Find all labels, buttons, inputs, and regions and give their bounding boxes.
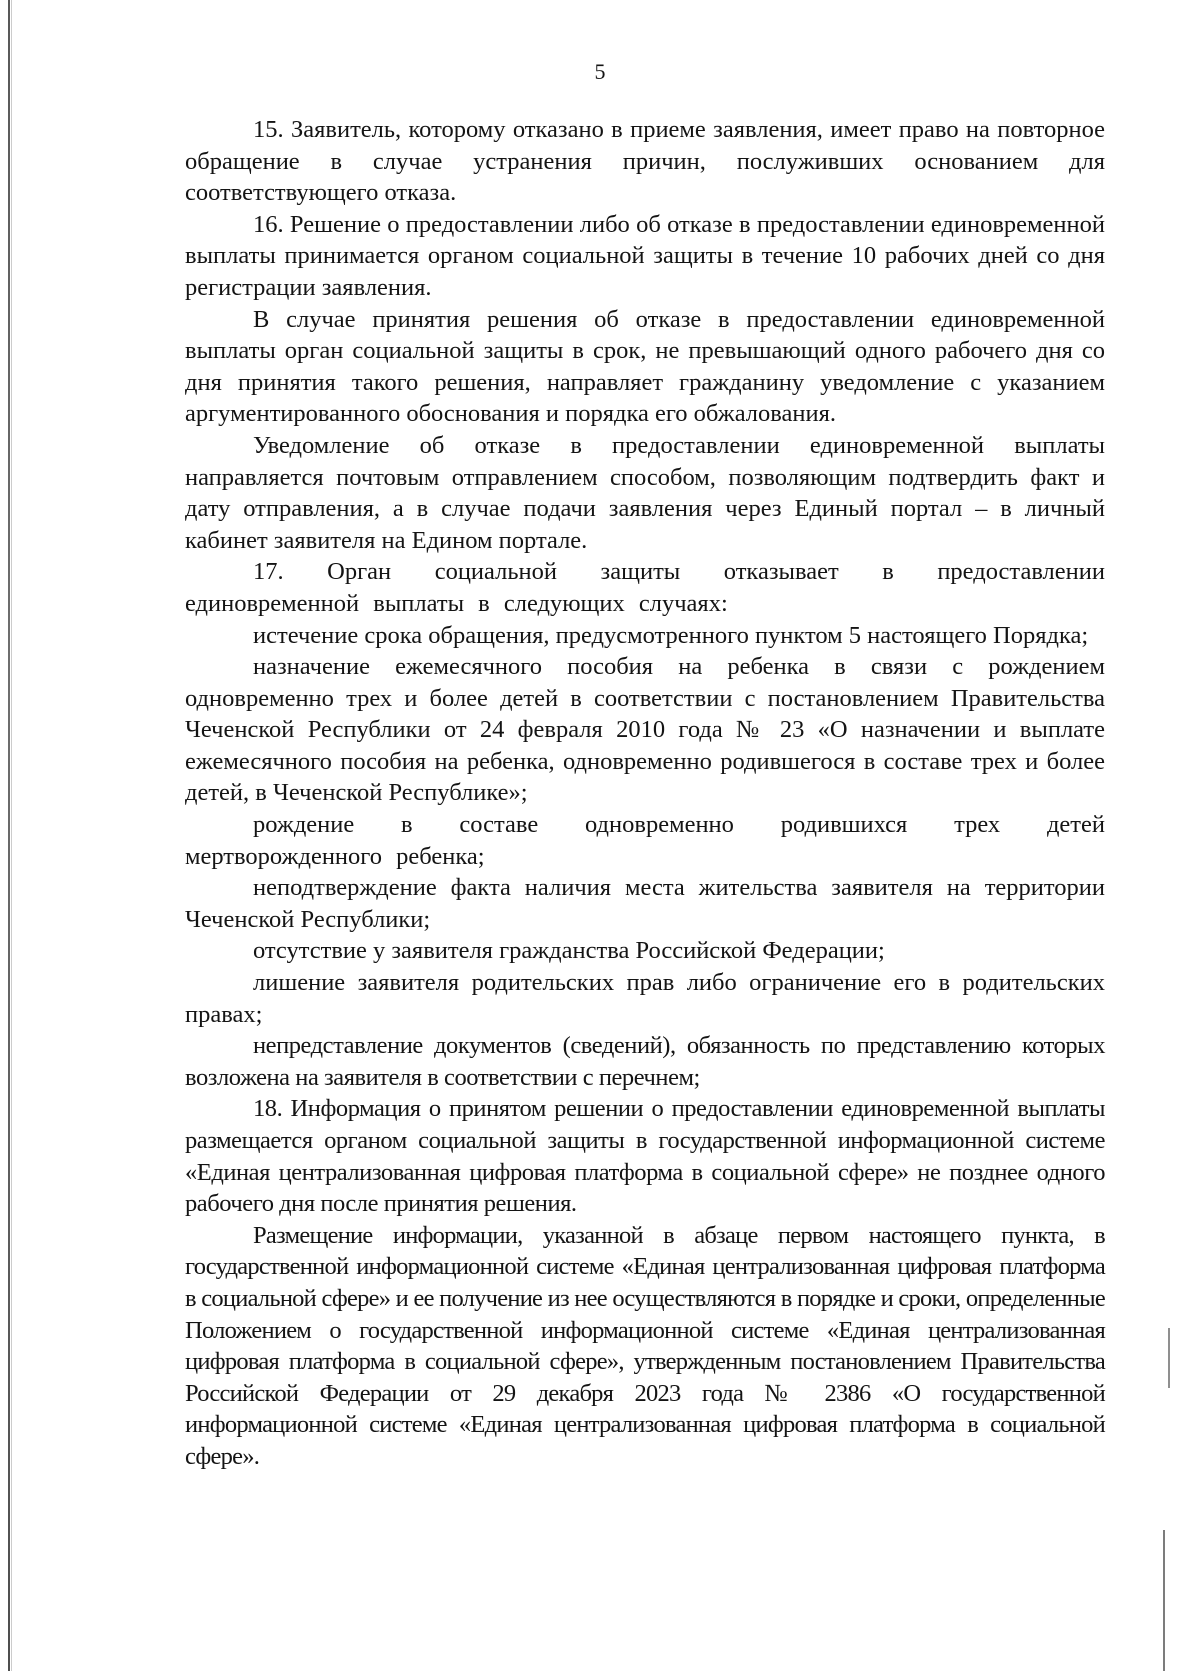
paragraph-18: 18. Информация о принятом решении о предоставлении единовременной выплаты размещается органом социальной защиты в государственной информационной системе «Единая централизованная цифровая платформа в социальной сфере» не позднее одного рабочего дня после принятия решения.: [185, 1095, 1105, 1218]
paragraph-16-notice-delivery: Уведомление об отказе в предоставлении единовременной выплаты направляется почтовым отправлением способом, позволяющим подтвердить факт и дату отправления, а в случае подачи заявления через Единый портал – в личный кабинет заявителя на Едином портале.: [185, 431, 1105, 554]
paragraph-15: 15. Заявитель, которому отказано в приеме заявления, имеет право на повторное обращение в случае устранения причин, послуживших основанием для соответствующего отказа.: [185, 116, 1105, 207]
paragraph-17: 17. Орган социальной защиты отказывает в предоставлении единовременной выплаты в следующих случаях:: [185, 558, 1105, 617]
refusal-reason-residence: неподтверждение факта наличия места жительства заявителя на территории Чеченской Республики;: [185, 874, 1105, 933]
refusal-reason-documents: непредставление документов (сведений), обязанность по представлению которых возложена на заявителя в соответствии с перечнем;: [185, 1032, 1105, 1091]
scan-mark-right-upper: [1168, 1328, 1170, 1388]
paragraph-16-refusal-notice: В случае принятия решения об отказе в предоставлении единовременной выплаты орган социальной защиты в срок, не превышающий одного рабочего дня со дня принятия такого решения, направляет гражданину уведомление с указанием аргументированного обоснования и порядка его обжалования.: [185, 305, 1105, 428]
document-body: [185, 114, 1105, 1473]
refusal-reason-deadline: истечение срока обращения, предусмотренного пунктом 5 настоящего Порядка;: [253, 621, 1089, 649]
scan-mark-right-lower: [1163, 1530, 1165, 1671]
page-number: 5: [594, 59, 606, 84]
refusal-reason-parental-rights: лишение заявителя родительских прав либо ограничение его в родительских правах;: [185, 969, 1105, 1028]
refusal-reason-monthly-allowance: назначение ежемесячного пособия на ребенка в связи с рождением одновременно трех и более детей в соответствии с постановлением Правительства Чеченской Республики от 24 февраля 2010 года № 23 «О назначении и выплате ежемесячного пособия на ребенка, одновременно родившегося в составе трех и более детей, в Чеченской Республике»;: [185, 653, 1105, 807]
refusal-reason-citizenship: отсутствие у заявителя гражданства Российской Федерации;: [253, 937, 885, 965]
scan-edge-left: [8, 0, 10, 1671]
refusal-reason-stillbirth: рождение в составе одновременно родившихся трех детей мертворожденного ребенка;: [185, 811, 1105, 870]
scan-edge-shadow: [11, 0, 12, 1671]
paragraph-18-placement: Размещение информации, указанной в абзаце первом настоящего пункта, в государственной информационной системе «Единая централизованная цифровая платформа в социальной сфере» и ее получение из нее осуществляются в порядке и сроки, определенные Положением о государственной информационной системе «Единая централизованная цифровая платформа в социальной сфере», утвержденным постановлением Правительства Российской Федерации от 29 декабря 2023 года № 2386 «О государственной информационной системе «Единая централизованная цифровая платформа в социальной сфере».: [185, 1221, 1105, 1470]
paragraph-16: 16. Решение о предоставлении либо об отказе в предоставлении единовременной выплаты принимается органом социальной защиты в течение 10 рабочих дней со дня регистрации заявления.: [185, 210, 1105, 301]
